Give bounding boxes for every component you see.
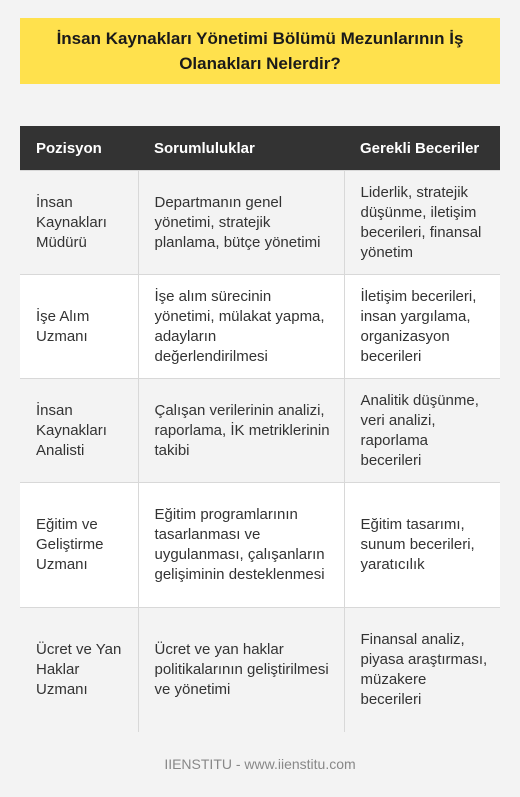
cell-skills: Finansal analiz, piyasa araştırması, müzakere becerileri [344,608,500,732]
table-row [20,379,500,483]
header-responsibilities: Sorumluluklar [138,126,344,171]
cell-skills: Liderlik, stratejik düşünme, iletişim becerileri, finansal yönetim [344,171,500,275]
cell-position: İnsan Kaynakları Müdürü [20,171,138,275]
cell-skills: Eğitim tasarımı, sunum becerileri, yaratıcılık [344,483,500,608]
table-header-row [20,126,500,171]
cell-position: İnsan Kaynakları Analisti [20,379,138,483]
page-title: İnsan Kaynakları Yönetimi Bölümü Mezunlarının İş Olanakları Nelerdir? [56,29,464,73]
cell-position: İşe Alım Uzmanı [20,275,138,379]
header-skills: Gerekli Beceriler [344,126,500,171]
cell-responsibilities: Departmanın genel yönetimi, stratejik planlama, bütçe yönetimi [138,171,344,275]
cell-position: Ücret ve Yan Haklar Uzmanı [20,608,138,732]
cell-skills: İletişim becerileri, insan yargılama, organizasyon becerileri [344,275,500,379]
cell-responsibilities: Çalışan verilerinin analizi, raporlama, İK metriklerinin takibi [138,379,344,483]
cell-responsibilities: Eğitim programlarının tasarlanması ve uygulanması, çalışanların gelişiminin desteklenmesi [138,483,344,608]
positions-table [20,126,500,732]
cell-position: Eğitim ve Geliştirme Uzmanı [20,483,138,608]
title-banner [20,18,500,84]
header-position: Pozisyon [20,126,138,171]
cell-responsibilities: Ücret ve yan haklar politikalarının geliştirilmesi ve yönetimi [138,608,344,732]
footer-credit: IIENSTITU - www.iienstitu.com [164,756,356,772]
table-row [20,171,500,275]
table-row [20,608,500,732]
cell-skills: Analitik düşünme, veri analizi, raporlama becerileri [344,379,500,483]
table-row [20,275,500,379]
table-row [20,483,500,608]
cell-responsibilities: İşe alım sürecinin yönetimi, mülakat yapma, adayların değerlendirilmesi [138,275,344,379]
